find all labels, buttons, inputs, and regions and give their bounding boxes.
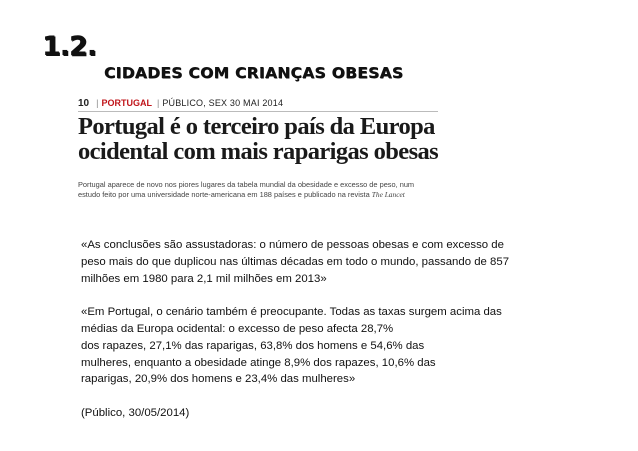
quote-line: milhões em 1980 para 2,1 mil milhões em 2013» <box>81 272 327 285</box>
clipping-lead <box>78 180 458 199</box>
clipping-source-date: PÚBLICO, SEX 30 MAI 2014 <box>162 98 284 108</box>
quote-line: peso mais do que duplicou nas últimas décadas em todo o mundo, passando de 857 <box>81 255 510 268</box>
clipping-section: PORTUGAL <box>101 98 152 108</box>
quote-global <box>81 237 561 287</box>
lead-line-2 <box>78 190 458 200</box>
slide-number: 1.2. <box>42 31 97 62</box>
lead-line: estudo feito por uma universidade norte-americana em 188 países e publicado na revista <box>78 189 370 199</box>
quote-line: «Em Portugal, o cenário também é preocupante. Todas as taxas surgem acima das <box>81 306 502 319</box>
clipping-divider <box>78 111 438 112</box>
quote-line: dos rapazes, 27,1% das raparigas, 63,8% dos homens e 54,6% das <box>81 339 425 352</box>
slide-body <box>81 237 561 439</box>
headline-line: Portugal é o terceiro país da Europa <box>78 113 435 140</box>
lead-line: Portugal aparece de novo nos piores lugares da tabela mundial da obesidade e excesso de peso, num <box>78 180 415 189</box>
lead-journal: The Lancet <box>371 189 405 199</box>
clipping-separator: | <box>96 98 99 108</box>
clipping-page-number: 10 <box>78 97 90 109</box>
newspaper-clipping <box>78 96 518 208</box>
clipping-header <box>78 96 283 110</box>
quote-line: mulheres, enquanto a obesidade atinge 8,9% dos rapazes, 10,6% das <box>81 356 436 369</box>
slide-title: CIDADES COM CRIANÇAS OBESAS <box>104 64 404 82</box>
quote-line: «As conclusões são assustadoras: o número de pessoas obesas e com excesso de <box>81 239 504 251</box>
quote-portugal <box>81 304 561 388</box>
citation: (Público, 30/05/2014) <box>81 406 190 419</box>
quote-line: raparigas, 20,9% dos homens e 23,4% das mulheres» <box>81 373 356 386</box>
clipping-headline <box>78 114 498 164</box>
quote-line: médias da Europa ocidental: o excesso de peso afecta 28,7% <box>81 322 394 335</box>
headline-line: ocidental com mais raparigas obesas <box>78 138 439 165</box>
clipping-separator: | <box>156 98 160 108</box>
